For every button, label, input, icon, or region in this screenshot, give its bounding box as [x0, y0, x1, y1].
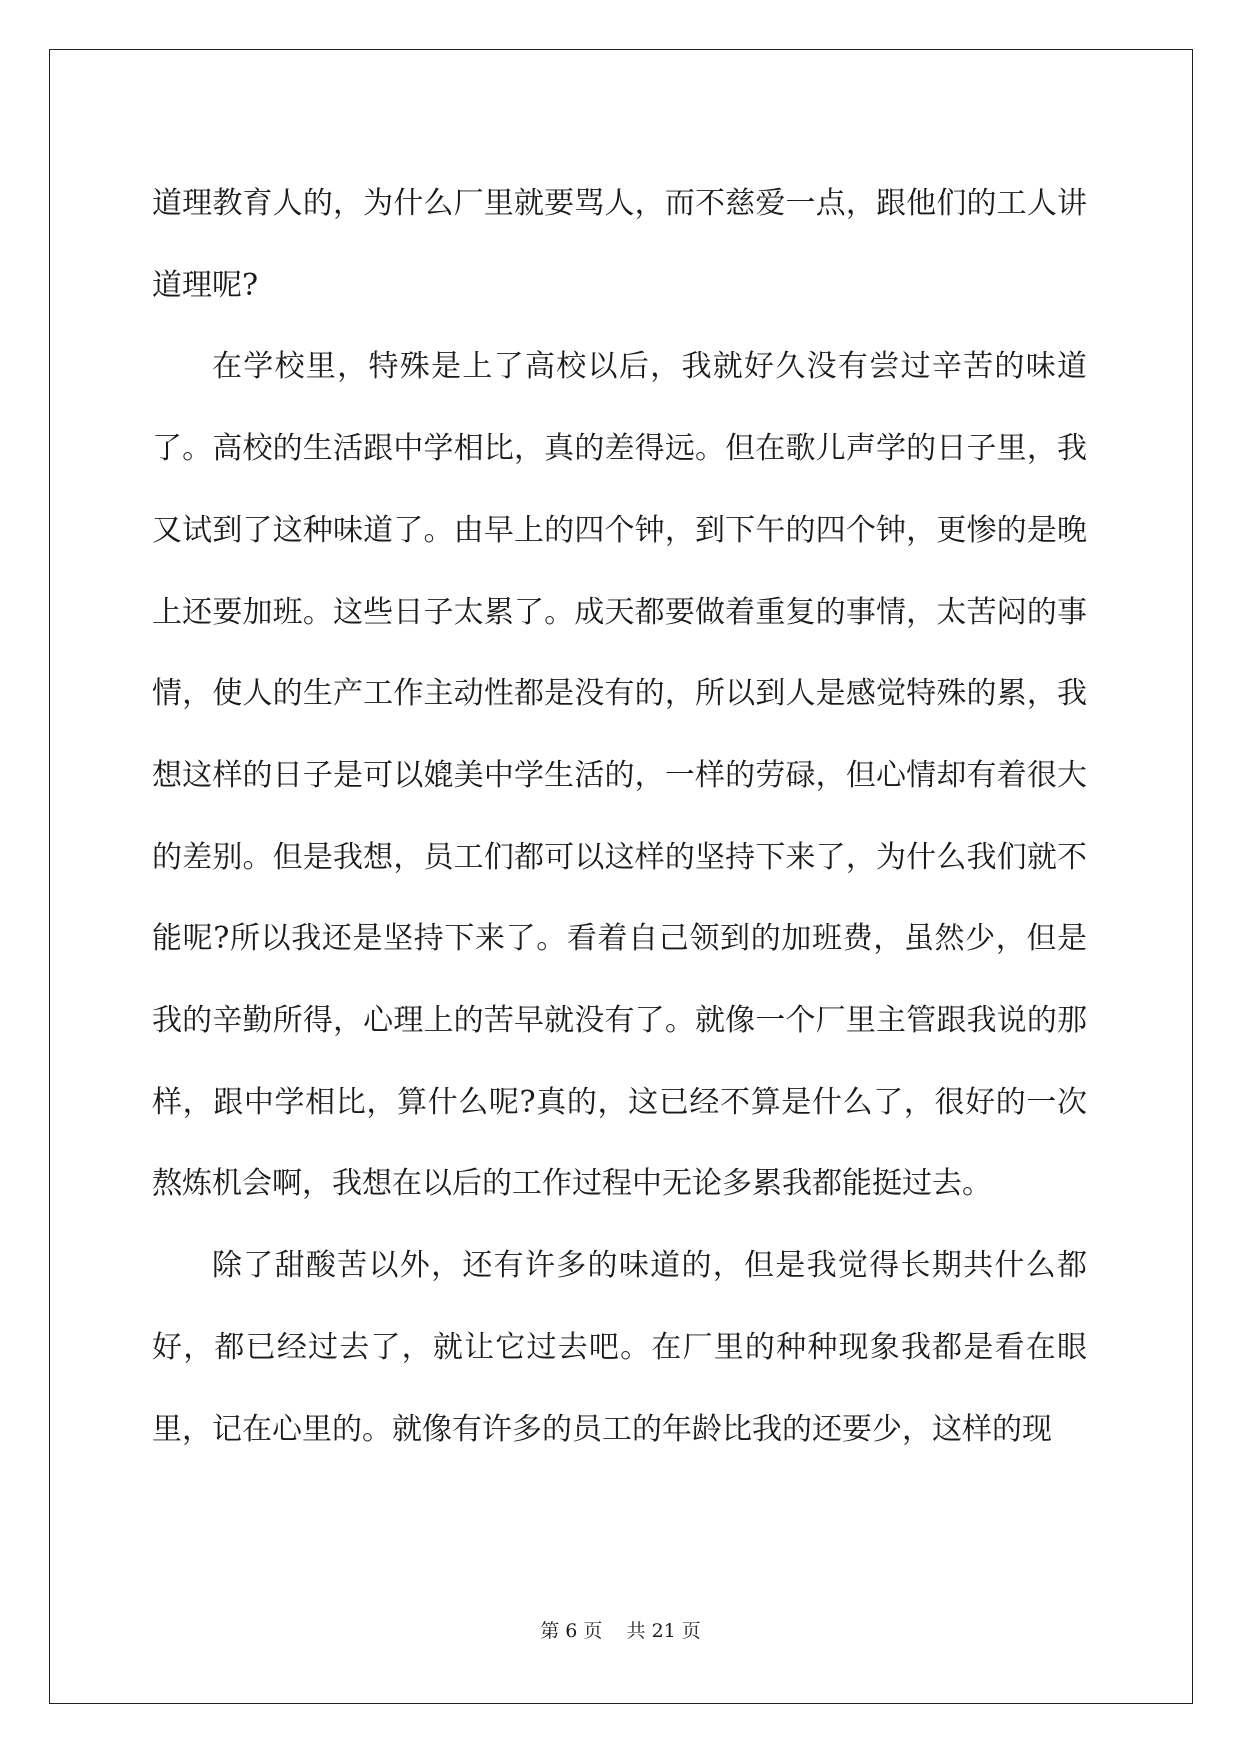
page-number-footer: 第 6 页 共 21 页 — [540, 1620, 701, 1642]
paragraph-1: 道理教育人的，为什么厂里就要骂人，而不慈爱一点，跟他们的工人讲道理呢? — [152, 186, 1087, 303]
paragraph-2: 在学校里，特殊是上了高校以后，我就好久没有尝过辛苦的味道了。高校的生活跟中学相比，真的差得远。但在歌儿声学的日子里，我又试到了这种味道了。由早上的四个钟，到下午的四个钟，更惨的是晚上还要加班。这些日子太累了。成天都要做着重复的事情，太苦闷的事情，使人的生产工作主动性都是没有的，所以到人是感觉特殊的累，我想这样的日子是可以媲美中学生活的，一样的劳碌，但心情却有着很大的差别。但是我想，员工们都可以这样的坚持下来了，为什么我们就不能呢?所以我还是坚持下来了。看着自己领到的加班费，虽然少，但是我的辛勤所得，心理上的苦早就没有了。就像一个厂里主管跟我说的那样，跟中学相比，算什么呢?真的，这已经不算是什么了，很好的一次熬炼机会啊，我想在以后的工作过程中无论多累我都能挺过去。 — [152, 349, 1087, 1202]
document-body — [152, 163, 1087, 1470]
paragraph-3: 除了甜酸苦以外，还有许多的味道的，但是我觉得长期共什么都好，都已经过去了，就让它过去吧。在厂里的种种现象我都是看在眼里，记在心里的。就像有许多的员工的年龄比我的还要少，这样的现 — [152, 1248, 1087, 1447]
